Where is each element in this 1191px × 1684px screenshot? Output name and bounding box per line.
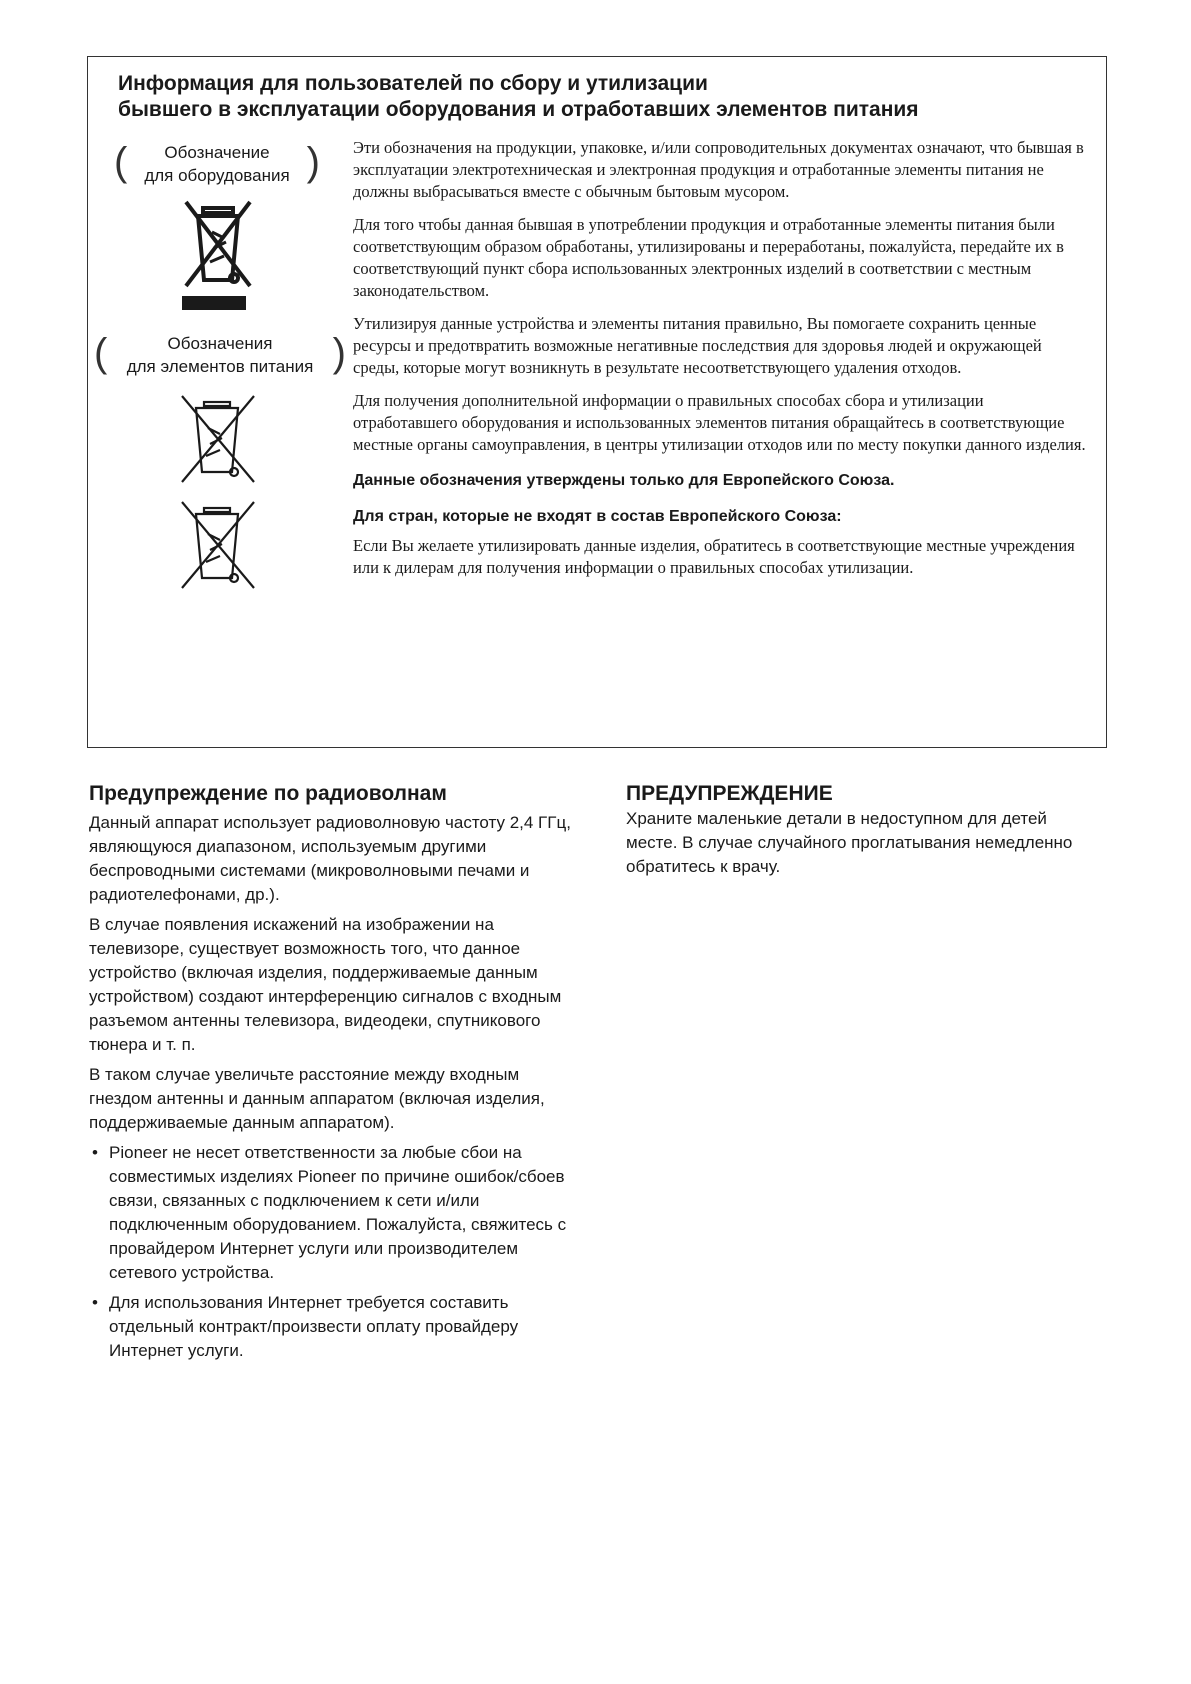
disposal-title-line1: Информация для пользователей по сбору и утилизации	[118, 72, 708, 95]
radio-warning-bullets	[89, 1141, 586, 1363]
battery-symbol-label	[94, 331, 346, 378]
list-item	[89, 1291, 586, 1363]
non-eu-text: Если Вы желаете утилизировать данные изделия, обратитесь в соответствующие местные учреждения или к дилерам для получения информации о правильных способах утилизации.	[353, 536, 1075, 577]
battery-label-line1: Обозначения	[167, 334, 273, 353]
equipment-label-line2: для оборудования	[144, 166, 290, 185]
small-parts-warning-heading: ПРЕДУПРЕЖДЕНИЕ	[626, 782, 833, 805]
close-paren-icon: )	[332, 331, 346, 375]
bullet-icon: •	[92, 1293, 98, 1312]
radio-warning-paragraph: В случае появления искажений на изображении на телевизоре, существует возможность того, что данное устройство (включая изделия, поддерживаемые данным устройством) создают интерференцию сигналов с входным разъемом антенны телевизора, видеодеки, спутникового тюнера и т. п.	[89, 915, 562, 1054]
battery-label-line2: для элементов питания	[126, 357, 314, 376]
list-item-text: Для использования Интернет требуется составить отдельный контракт/произвести оплату провайдеру Интернет услуги.	[109, 1293, 519, 1360]
close-paren-icon: )	[306, 140, 320, 184]
radio-warning-section	[89, 781, 586, 1369]
radio-warning-paragraph: В таком случае увеличьте расстояние между входным гнездом антенны и данным аппаратом (включая изделия, поддерживаемые данным аппаратом).	[89, 1065, 545, 1132]
crossed-out-wheelie-bin-icon	[178, 198, 258, 290]
symbols-column	[88, 57, 353, 747]
disposal-paragraph: Утилизируя данные устройства и элементы питания правильно, Вы помогаете сохранить ценные ресурсы и предотвратить возможные негативные последствия для здоровья людей и окружающей среды, которые могут возникнуть в результате несоответствующего удаления отходов.	[353, 314, 1042, 377]
radio-warning-heading: Предупреждение по радиоволнам	[89, 782, 447, 805]
list-item-text: Pioneer не несет ответственности за любые сбои на совместимых изделиях Pioneer по причине ошибок/сбоев связи, связанных с подключением к сети и/или подключенным оборудованием. Пожалуйста, свяжитесь с провайдером Интернет услуги или производителем сетевого устройства.	[109, 1143, 567, 1282]
equipment-label-line1: Обозначение	[164, 143, 270, 162]
list-item	[89, 1141, 586, 1285]
radio-warning-paragraph: Данный аппарат использует радиоволновую частоту 2,4 ГГц, являющуюся диапазоном, используемым другими беспроводными системами (микроволновыми печами и радиотелефонами, др.).	[89, 813, 571, 904]
equipment-symbol-label	[114, 140, 320, 187]
disposal-info-box	[87, 56, 1107, 748]
disposal-paragraph: Для того чтобы данная бывшая в употреблении продукция и отработанные элементы питания были соответствующим образом обработаны, утилизированы и переработаны, пожалуйста, передайте их в соответствующий пункт сбора использованных электронных изделий в соответствии с местным законодательством.	[353, 215, 1064, 300]
disposal-paragraph: Эти обозначения на продукции, упаковке, и/или сопроводительных документах означают, что бывшая в эксплуатации электротехническая и электронная продукция и отработанные элементы питания не должны выбрасываться вместе с обычным бытовым мусором.	[353, 138, 1084, 201]
disposal-text	[353, 137, 1088, 590]
small-parts-warning-section	[626, 781, 1096, 885]
disposal-title-line2: бывшего в эксплуатации оборудования и отработавших элементов питания	[118, 98, 919, 121]
eu-note: Данные обозначения утверждены только для Европейского Союза.	[353, 472, 895, 489]
bullet-icon: •	[92, 1143, 98, 1162]
open-paren-icon: (	[94, 331, 108, 375]
crossed-out-bin-icon	[176, 392, 260, 484]
open-paren-icon: (	[114, 140, 128, 184]
non-eu-heading: Для стран, которые не входят в состав Европейского Союза:	[353, 508, 842, 525]
disposal-paragraph: Для получения дополнительной информации о правильных способах сбора и утилизации отработавшего оборудования и использованных элементов питания обращайтесь в соответствующие местные органы самоуправления, в центры утилизации отходов или по месту покупки данного изделия.	[353, 391, 1086, 454]
crossed-out-bin-icon	[176, 498, 260, 590]
small-parts-warning-text: Храните маленькие детали в недоступном для детей месте. В случае случайного проглатывания немедленно обратитесь к врачу.	[626, 809, 1073, 876]
solid-bar-icon	[182, 296, 246, 310]
